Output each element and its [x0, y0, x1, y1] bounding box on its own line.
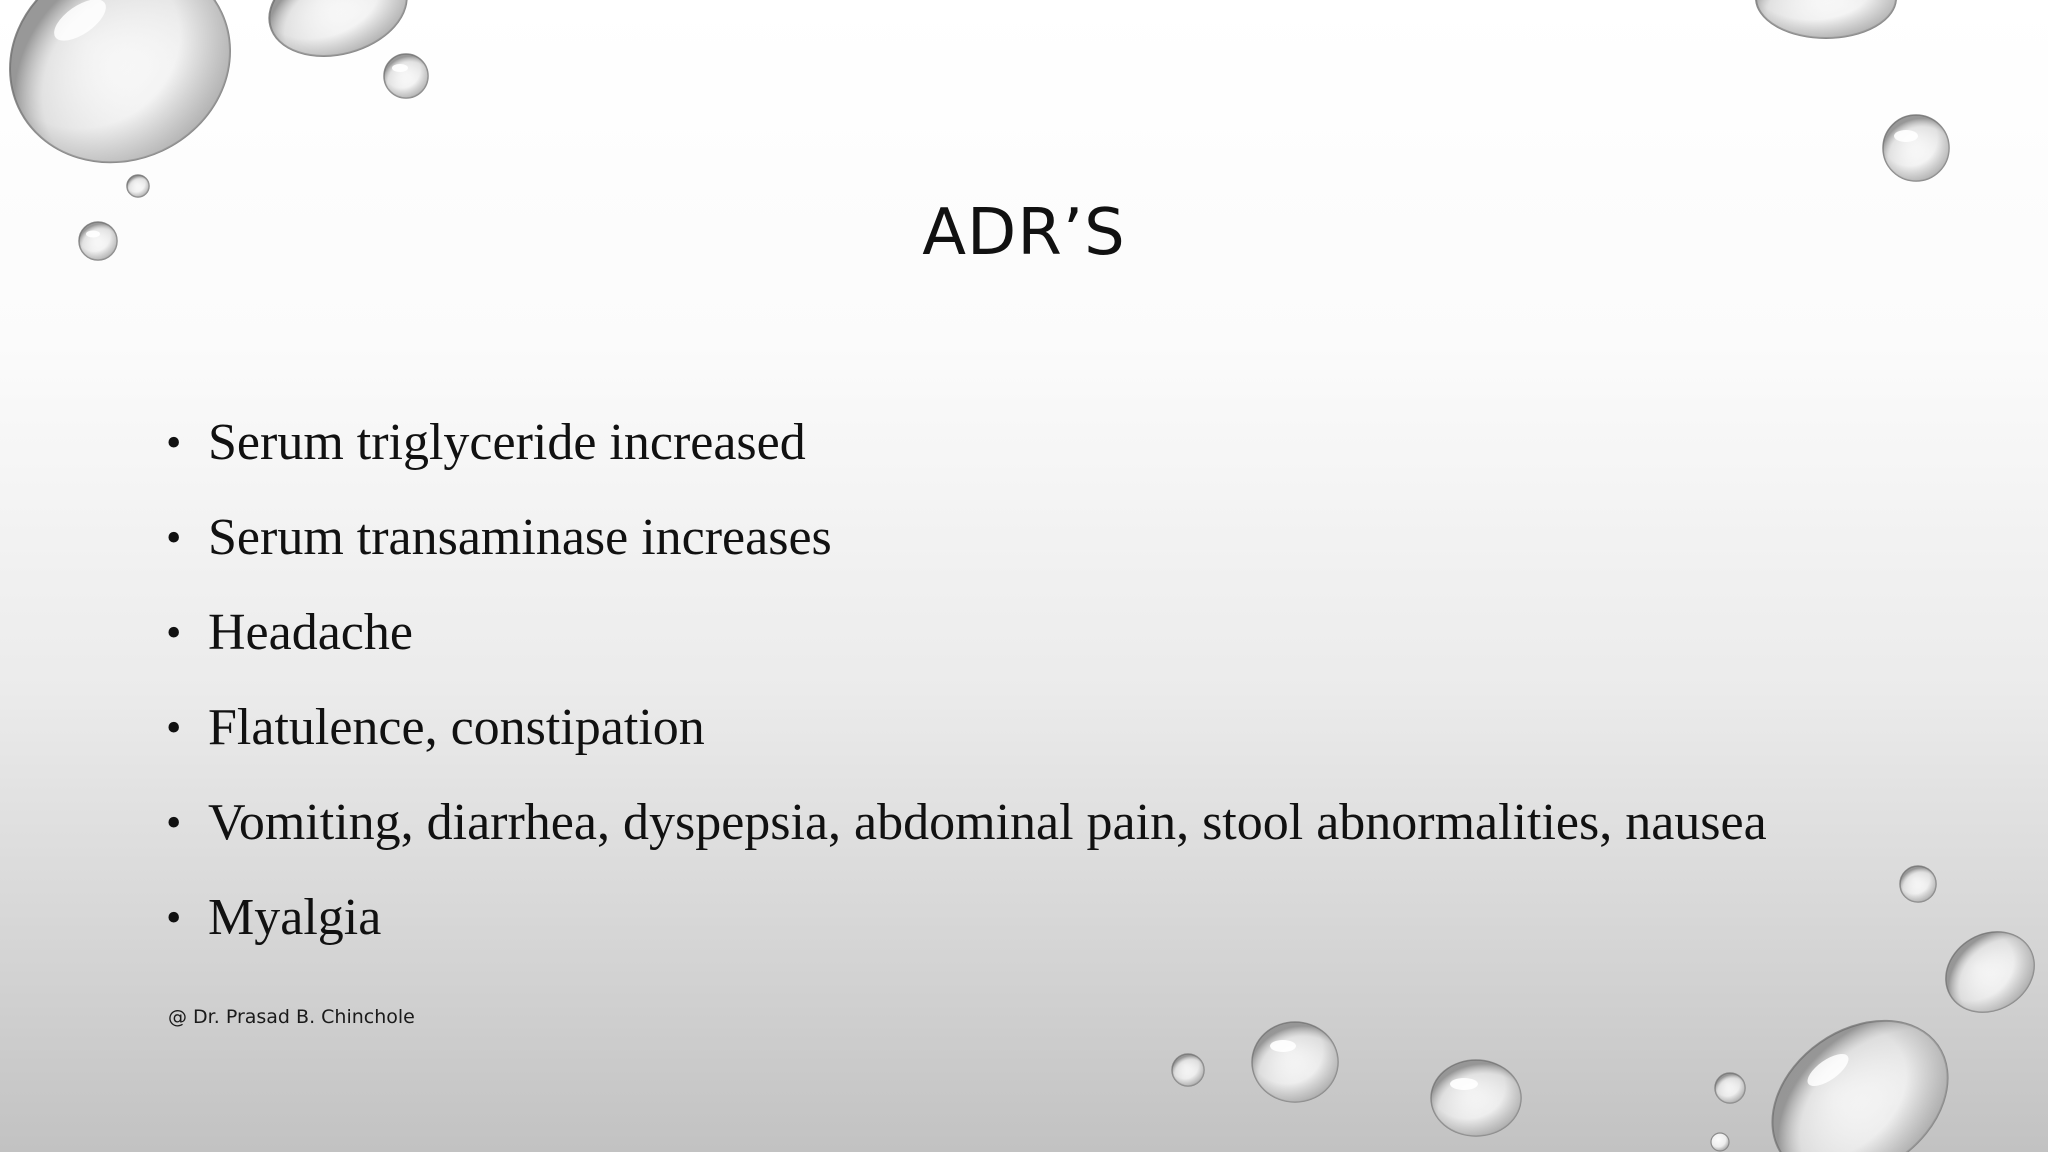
bullet-item: [166, 790, 1966, 885]
drop-bottom-right-4: [1715, 1073, 1745, 1103]
bullet-item: [166, 885, 1966, 980]
drop-top-left-3: [384, 54, 428, 98]
drop-top-right-1: [1756, 0, 1896, 38]
bullet-text: Serum transaminase increases: [208, 509, 832, 566]
bullet-text: Headache: [208, 604, 413, 661]
bullet-text: Myalgia: [208, 889, 382, 946]
bullet-dot-icon: •: [166, 418, 182, 467]
drop-bottom-right-3: [1742, 988, 1978, 1152]
drop-bottom-center-3: [1172, 1054, 1204, 1086]
drop-top-right-2: [1883, 115, 1949, 181]
bullet-dot-icon: •: [166, 513, 182, 562]
bullet-item: [166, 410, 1966, 505]
bullet-text: Serum triglyceride increased: [208, 414, 806, 471]
bullet-item: [166, 600, 1966, 695]
bullet-item: [166, 695, 1966, 790]
bullet-text: Vomiting, diarrhea, dyspepsia, abdominal pain, stool abnormalities, nausea: [208, 794, 1767, 851]
bullet-dot-icon: •: [166, 893, 182, 942]
bullet-text: Flatulence, constipation: [208, 699, 705, 756]
drop-large-top-left: [0, 0, 264, 198]
drop-top-left-4: [127, 175, 149, 197]
bullet-dot-icon: •: [166, 798, 182, 847]
slide-title: ADR’S: [922, 196, 1126, 270]
drop-bottom-right-5: [1711, 1133, 1729, 1151]
drop-bottom-center-2: [1252, 1022, 1338, 1102]
bullet-dot-icon: •: [166, 608, 182, 657]
author-footer: @ Dr. Prasad B. Chinchole: [168, 1006, 415, 1028]
bullet-list: [166, 410, 1966, 980]
bullet-item: [166, 505, 1966, 600]
drop-bottom-center-1: [1431, 1060, 1521, 1136]
bullet-dot-icon: •: [166, 703, 182, 752]
